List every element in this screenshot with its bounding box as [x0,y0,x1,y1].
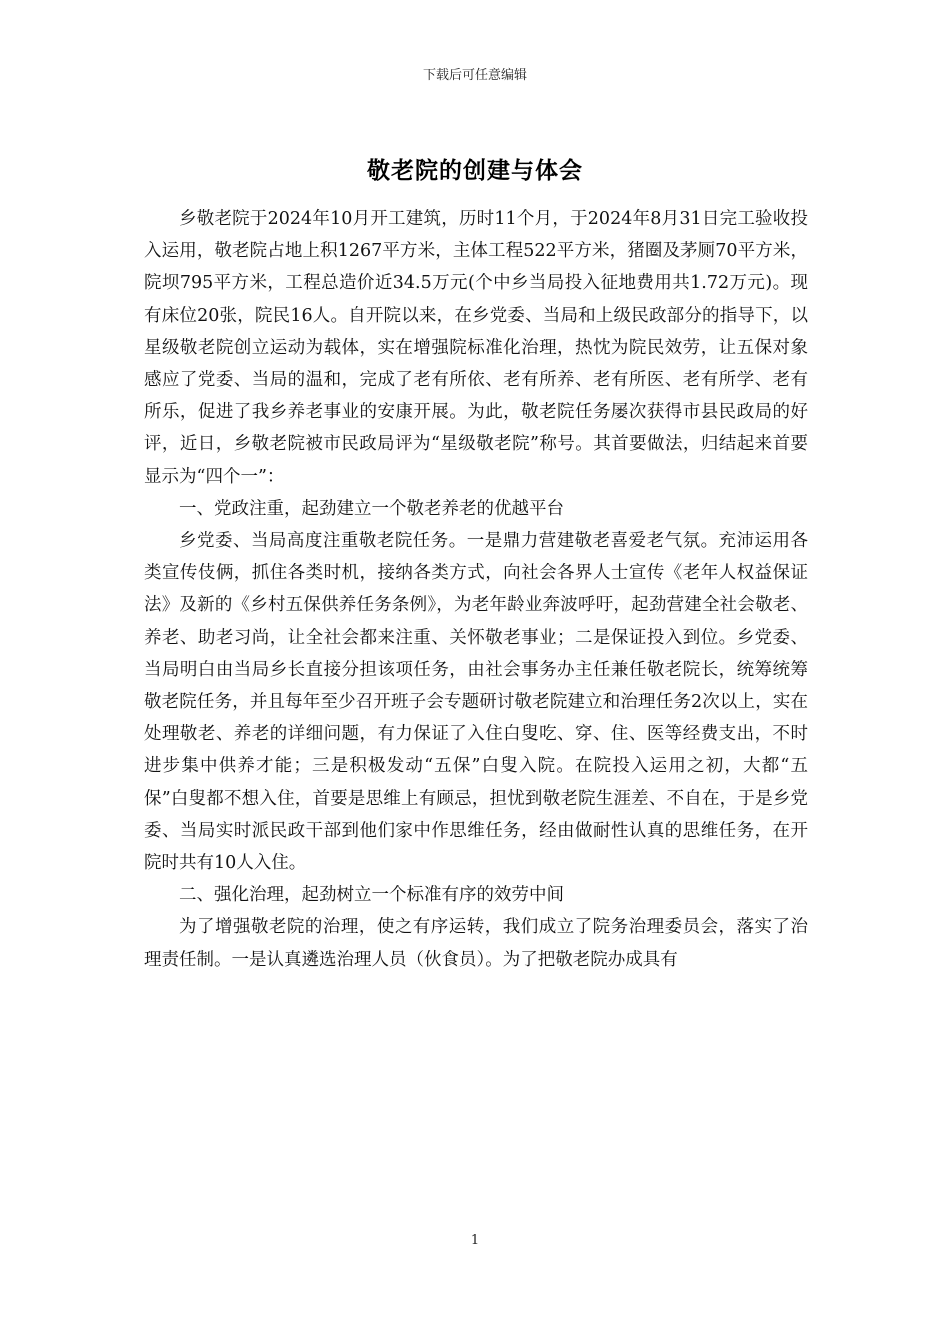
paragraph-intro: 乡敬老院于2024年10月开工建筑，历时11个月，于2024年8月31日完工验收投入运用，敬老院占地上积1267平方米，主体工程522平方米，猪圈及茅厕70平方米，院坝795平方米，工程总造价近34.5万元(个中乡当局投入征地费用共1.72万元)。现有床位20张，院民16人。自开院以来，在乡党委、当局和上级民政部分的指导下，以星级敬老院创立运动为载体，实在增强院标准化治理，热忱为院民效劳，让五保对象感应了党委、当局的温和，完成了老有所依、老有所养、老有所医、老有所学、老有所乐，促进了我乡养老事业的安康开展。为此，敬老院任务屡次获得市县民政局的好评，近日，乡敬老院被市民政局评为“星级敬老院”称号。其首要做法，归结起来首要显示为“四个一”： [144,209,808,487]
page-number: 1 [470,1233,480,1248]
section-heading-2: 二、强化治理，起劲树立一个标准有序的效劳中间 [179,885,564,906]
paragraph-section-1: 乡党委、当局高度注重敬老院任务。一是鼎力营建敬老喜爱老气氛。充沛运用各类宣传伎俩，抓住各类时机，接纳各类方式，向社会各界人士宣传《老年人权益保证法》及新的《乡村五保供养任务条例》，为老年龄业奔波呼吁，起劲营建全社会敬老、养老、助老习尚，让全社会都来注重、关怀敬老事业；二是保证投入到位。乡党委、当局明白由当局乡长直接分担该项任务，由社会事务办主任兼任敬老院长，统筹统筹敬老院任务，并且每年至少召开班子会专题研讨敬老院建立和治理任务2次以上，实在处理敬老、养老的详细问题，有力保证了入住白叟吃、穿、住、医等经费支出，不时进步集中供养才能；三是积极发动“五保”白叟入院。在院投入运用之初，大都“五保”白叟都不想入住，首要是思维上有顾忌，担忧到敬老院生涯差、不自在，于是乡党委、当局实时派民政干部到他们家中作思维任务，经由做耐性认真的思维任务，在开院时共有10人入住。 [144,531,808,874]
paragraph-section-2: 为了增强敬老院的治理，使之有序运转，我们成立了院务治理委员会，落实了治理责任制。一是认真遴选治理人员（伙食员）。为了把敬老院办成具有 [144,917,808,970]
document-title: 敬老院的创建与体会 [367,157,583,184]
document-body [144,203,808,976]
section-heading-1: 一、党政注重，起劲建立一个敬老养老的优越平台 [179,498,564,519]
header-note: 下载后可任意编辑 [422,68,527,83]
